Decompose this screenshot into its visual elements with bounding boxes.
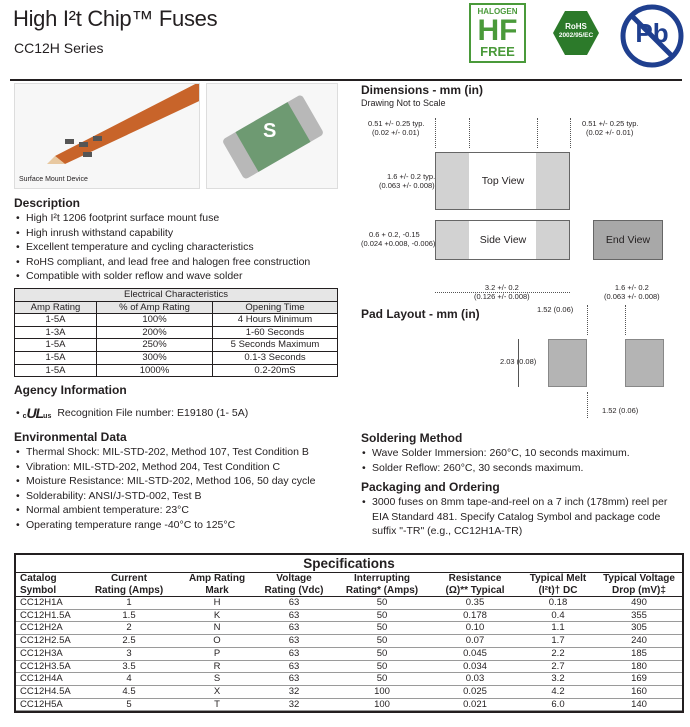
electrical-characteristics-table bbox=[14, 288, 338, 377]
table-cell: CC12H5A bbox=[16, 698, 78, 711]
right-band-dim bbox=[582, 119, 639, 137]
dim-guide bbox=[537, 118, 538, 148]
dim-guide bbox=[587, 305, 588, 335]
dimensions-heading: Dimensions - mm (in) bbox=[361, 83, 484, 97]
table-row bbox=[16, 660, 682, 673]
column-header: Resistance (Ω)** Typical bbox=[430, 573, 520, 597]
table-row bbox=[15, 314, 338, 327]
table-cell: 0.034 bbox=[430, 660, 520, 673]
column-header: Catalog Symbol bbox=[16, 573, 78, 597]
pad-bottom-dim: 1.52 (0.06) bbox=[602, 406, 639, 415]
table-cell: 50 bbox=[334, 597, 430, 610]
table-cell: 6.0 bbox=[520, 698, 596, 711]
column-header: Amp Rating bbox=[15, 301, 97, 314]
end-width-dim bbox=[604, 283, 660, 301]
recognition-text: Recognition File number: E19180 (1- 5A) bbox=[57, 407, 249, 419]
dim-label: (0.02 +/- 0.01) bbox=[586, 128, 634, 137]
hf-label: HF bbox=[477, 14, 518, 47]
table-cell: 0.4 bbox=[520, 609, 596, 622]
list-item: • 3000 fuses on 8mm tape-and-reel on a 7 inch (178mm) reel per EIA Standard 481. Specify Catalog Symbol and package code suffix "-TR" (e.g., CC12H1A-TR) bbox=[362, 495, 684, 539]
end-cap bbox=[436, 221, 469, 259]
table-cell: 250% bbox=[97, 339, 213, 352]
table-cell: 63 bbox=[254, 673, 334, 686]
table-cell: 63 bbox=[254, 609, 334, 622]
table-cell: CC12H2A bbox=[16, 622, 78, 635]
list-item: • High I²t 1206 footprint surface mount fuse bbox=[16, 211, 341, 226]
dim-label: 1.6 +/- 0.2 bbox=[614, 283, 649, 292]
table-cell: CC12H4.5A bbox=[16, 685, 78, 698]
table-cell: H bbox=[180, 597, 254, 610]
table-cell: 0.18 bbox=[520, 597, 596, 610]
table-cell: 50 bbox=[334, 660, 430, 673]
dim-label: 1.6 +/- 0.2 typ. bbox=[387, 172, 436, 181]
table-cell: 4 Hours Minimum bbox=[213, 314, 338, 327]
table-cell: 3 bbox=[78, 647, 180, 660]
table-cell: 0.07 bbox=[430, 635, 520, 648]
end-cap bbox=[536, 153, 569, 209]
side-view-label: Side View bbox=[479, 234, 527, 246]
rohs-directive: 2002/95/EC bbox=[558, 32, 594, 39]
pad-left bbox=[548, 339, 587, 387]
packaging-list bbox=[362, 495, 684, 539]
table-cell: T bbox=[180, 698, 254, 711]
description-heading: Description bbox=[14, 196, 81, 210]
table-cell: 1-5A bbox=[15, 351, 97, 364]
soldering-list bbox=[362, 446, 682, 475]
table-cell: CC12H4A bbox=[16, 673, 78, 686]
specifications-table bbox=[14, 553, 684, 713]
table-cell: 4.5 bbox=[78, 685, 180, 698]
table-cell: 0.35 bbox=[430, 597, 520, 610]
table-cell: CC12H1A bbox=[16, 597, 78, 610]
table-row bbox=[16, 635, 682, 648]
table-cell: 4.2 bbox=[520, 685, 596, 698]
list-item: • Solderability: ANSI/J-STD-002, Test B bbox=[16, 489, 346, 504]
table-cell: CC12H1.5A bbox=[16, 609, 78, 622]
column-header: Typical Melt (I²t)† DC bbox=[520, 573, 596, 597]
table-cell: CC12H2.5A bbox=[16, 635, 78, 648]
table-title: Specifications bbox=[16, 555, 682, 573]
side-view-drawing bbox=[435, 220, 570, 260]
table-cell: 1-5A bbox=[15, 339, 97, 352]
table-cell: 240 bbox=[596, 635, 682, 648]
rohs-label: RoHS bbox=[565, 22, 587, 31]
table-cell: 2.5 bbox=[78, 635, 180, 648]
table-cell: 50 bbox=[334, 635, 430, 648]
table-cell: 100 bbox=[334, 685, 430, 698]
width-dim bbox=[379, 172, 435, 190]
table-cell: 50 bbox=[334, 647, 430, 660]
table-cell: 0.03 bbox=[430, 673, 520, 686]
dim-label: 0.51 +/- 0.25 typ. bbox=[368, 119, 425, 128]
dim-guide bbox=[435, 118, 436, 148]
dimensions-note: Drawing Not to Scale bbox=[361, 98, 446, 108]
table-row bbox=[16, 698, 682, 711]
list-item: • Wave Solder Immersion: 260°C, 10 seconds maximum. bbox=[362, 446, 682, 461]
pad-side-dim: 2.03 (0.08) bbox=[500, 357, 537, 366]
table-cell: 0.10 bbox=[430, 622, 520, 635]
page-subtitle: CC12H Series bbox=[14, 40, 104, 56]
table-cell: 0.021 bbox=[430, 698, 520, 711]
table-cell: 32 bbox=[254, 685, 334, 698]
table-cell: 63 bbox=[254, 635, 334, 648]
column-header: Amp Rating Mark bbox=[180, 573, 254, 597]
page-title: High I²t Chip™ Fuses bbox=[13, 6, 218, 31]
agency-heading: Agency Information bbox=[14, 383, 127, 397]
environmental-list bbox=[16, 445, 346, 533]
table-cell: 305 bbox=[596, 622, 682, 635]
table-cell: 3.2 bbox=[520, 673, 596, 686]
table-cell: N bbox=[180, 622, 254, 635]
product-photo-chip bbox=[206, 83, 338, 189]
dim-label: (0.02 +/- 0.01) bbox=[372, 128, 420, 137]
pad-top-dim: 1.52 (0.06) bbox=[537, 305, 574, 314]
column-header: Typical Voltage Drop (mV)‡ bbox=[596, 573, 682, 597]
left-band-dim bbox=[368, 119, 425, 137]
agency-recognition: • c UL us Recognition File number: E19180 (1- 5A) bbox=[16, 405, 249, 421]
table-cell: 0.045 bbox=[430, 647, 520, 660]
table-row bbox=[16, 685, 682, 698]
table-title: Electrical Characteristics bbox=[15, 289, 338, 302]
table-cell: 160 bbox=[596, 685, 682, 698]
dim-guide bbox=[518, 339, 519, 387]
pencil-and-chips-illustration bbox=[15, 84, 200, 189]
ul-c-mark: c bbox=[22, 412, 27, 420]
rohs-badge bbox=[541, 8, 611, 58]
table-cell: 5 bbox=[78, 698, 180, 711]
dim-label: 3.2 +/- 0.2 bbox=[484, 283, 519, 292]
list-item: • High inrush withstand capability bbox=[16, 226, 341, 241]
table-row bbox=[15, 339, 338, 352]
table-cell: 63 bbox=[254, 597, 334, 610]
dim-label: 0.51 +/- 0.25 typ. bbox=[582, 119, 639, 128]
table-row bbox=[16, 597, 682, 610]
dim-label: (0.024 +0.008, -0.006) bbox=[361, 239, 436, 248]
product-photo-pencil bbox=[14, 83, 200, 189]
column-header: % of Amp Rating bbox=[97, 301, 213, 314]
ul-recognized-icon: UL bbox=[26, 405, 44, 421]
ul-us-mark: us bbox=[43, 412, 52, 420]
photo-caption: Surface Mount Device bbox=[19, 176, 88, 183]
height-dim bbox=[361, 230, 435, 248]
halogen-label: HALOGEN bbox=[477, 7, 518, 16]
table-cell: 100 bbox=[334, 698, 430, 711]
table-cell: 63 bbox=[254, 660, 334, 673]
table-cell: K bbox=[180, 609, 254, 622]
end-cap bbox=[436, 153, 469, 209]
soldering-heading: Soldering Method bbox=[361, 431, 463, 445]
table-cell: 169 bbox=[596, 673, 682, 686]
table-cell: 1-5A bbox=[15, 364, 97, 377]
end-view-label: End View bbox=[605, 234, 651, 246]
table-row bbox=[16, 622, 682, 635]
table-cell: 5 Seconds Maximum bbox=[213, 339, 338, 352]
table-cell: 50 bbox=[334, 609, 430, 622]
table-cell: 185 bbox=[596, 647, 682, 660]
table-cell: 100% bbox=[97, 314, 213, 327]
packaging-heading: Packaging and Ordering bbox=[361, 480, 500, 494]
table-cell: 0.178 bbox=[430, 609, 520, 622]
table-cell: 2.2 bbox=[520, 647, 596, 660]
table-cell: CC12H3.5A bbox=[16, 660, 78, 673]
list-item: • Excellent temperature and cycling characteristics bbox=[16, 240, 341, 255]
list-item: • Moisture Resistance: MIL-STD-202, Method 106, 50 day cycle bbox=[16, 474, 346, 489]
table-row bbox=[16, 673, 682, 686]
table-cell: 0.025 bbox=[430, 685, 520, 698]
top-view-drawing bbox=[435, 152, 570, 210]
pb-label: Pb bbox=[635, 18, 669, 48]
halogen-free-badge bbox=[469, 3, 526, 63]
list-item: • Vibration: MIL-STD-202, Method 204, Test Condition C bbox=[16, 460, 346, 475]
list-item: • Compatible with solder reflow and wave solder bbox=[16, 269, 341, 284]
dim-label: (0.063 +/- 0.008) bbox=[604, 292, 660, 301]
table-cell: S bbox=[180, 673, 254, 686]
description-list bbox=[16, 211, 341, 284]
pad-layout-heading: Pad Layout - mm (in) bbox=[361, 307, 480, 321]
table-cell: O bbox=[180, 635, 254, 648]
list-item: • Normal ambient temperature: 23°C bbox=[16, 503, 346, 518]
table-cell: 1.7 bbox=[520, 635, 596, 648]
table-cell: 200% bbox=[97, 326, 213, 339]
end-cap bbox=[536, 221, 569, 259]
table-cell: R bbox=[180, 660, 254, 673]
dim-guide bbox=[570, 118, 571, 148]
table-row bbox=[16, 647, 682, 660]
dim-guide bbox=[587, 392, 588, 418]
end-view-drawing bbox=[593, 220, 663, 260]
table-cell: 180 bbox=[596, 660, 682, 673]
table-row bbox=[15, 351, 338, 364]
table-cell: 0.1-3 Seconds bbox=[213, 351, 338, 364]
table-cell: CC12H3A bbox=[16, 647, 78, 660]
table-cell: 1-3A bbox=[15, 326, 97, 339]
dim-guide bbox=[625, 305, 626, 335]
length-dim bbox=[474, 283, 530, 301]
table-cell: X bbox=[180, 685, 254, 698]
list-item: • Thermal Shock: MIL-STD-202, Method 107, Test Condition B bbox=[16, 445, 346, 460]
table-cell: 2 bbox=[78, 622, 180, 635]
environmental-heading: Environmental Data bbox=[14, 430, 127, 444]
table-cell: 140 bbox=[596, 698, 682, 711]
table-cell: 1.1 bbox=[520, 622, 596, 635]
table-cell: 4 bbox=[78, 673, 180, 686]
column-header: Current Rating (Amps) bbox=[78, 573, 180, 597]
table-cell: 1.5 bbox=[78, 609, 180, 622]
column-header: Interrupting Rating* (Amps) bbox=[334, 573, 430, 597]
table-cell: 50 bbox=[334, 622, 430, 635]
column-header: Opening Time bbox=[213, 301, 338, 314]
pad-right bbox=[625, 339, 664, 387]
list-item: • RoHS compliant, and lead free and halogen free construction bbox=[16, 255, 341, 270]
free-label: FREE bbox=[480, 44, 515, 59]
list-item: • Operating temperature range -40°C to 125°C bbox=[16, 518, 346, 533]
chip-letter: S bbox=[263, 120, 277, 142]
table-cell: 2.7 bbox=[520, 660, 596, 673]
table-cell: 1-5A bbox=[15, 314, 97, 327]
pb-free-badge bbox=[619, 3, 685, 69]
table-row bbox=[15, 326, 338, 339]
table-cell: 490 bbox=[596, 597, 682, 610]
dim-label: (0.063 +/- 0.008) bbox=[379, 181, 435, 190]
table-cell: 3.5 bbox=[78, 660, 180, 673]
dim-guide bbox=[469, 118, 470, 148]
table-cell: 1 bbox=[78, 597, 180, 610]
table-row bbox=[15, 364, 338, 377]
table-cell: 50 bbox=[334, 673, 430, 686]
table-cell: 300% bbox=[97, 351, 213, 364]
table-cell: 355 bbox=[596, 609, 682, 622]
table-cell: 63 bbox=[254, 647, 334, 660]
table-cell: 0.2-20mS bbox=[213, 364, 338, 377]
top-view-label: Top View bbox=[481, 175, 525, 187]
dim-label: 0.6 + 0.2, -0.15 bbox=[369, 230, 420, 239]
table-cell: 63 bbox=[254, 622, 334, 635]
column-header: Voltage Rating (Vdc) bbox=[254, 573, 334, 597]
table-cell: 1-60 Seconds bbox=[213, 326, 338, 339]
table-cell: P bbox=[180, 647, 254, 660]
list-item: • Solder Reflow: 260°C, 30 seconds maximum. bbox=[362, 461, 682, 476]
header-row bbox=[16, 573, 682, 597]
table-cell: 32 bbox=[254, 698, 334, 711]
dim-label: (0.126 +/- 0.008) bbox=[474, 292, 530, 301]
table-cell: 1000% bbox=[97, 364, 213, 377]
table-row bbox=[16, 609, 682, 622]
spec-body bbox=[16, 597, 682, 711]
header-rule bbox=[10, 79, 682, 81]
